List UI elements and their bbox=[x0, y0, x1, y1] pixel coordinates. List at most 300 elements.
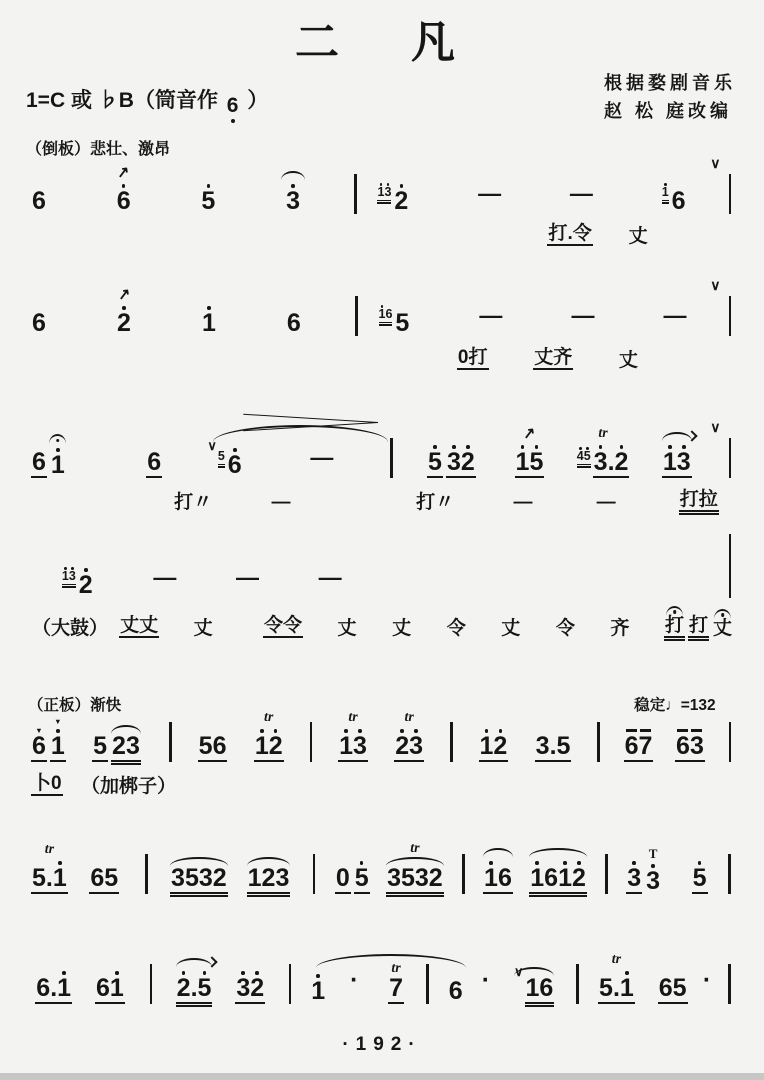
barline bbox=[310, 722, 313, 762]
note-digits bbox=[116, 303, 132, 336]
barline bbox=[605, 854, 608, 894]
notation-char bbox=[46, 858, 53, 891]
note bbox=[483, 858, 513, 894]
note bbox=[50, 716, 66, 762]
char-glyph: 3 bbox=[414, 864, 429, 893]
trill-icon: tr bbox=[391, 961, 401, 977]
notation-char bbox=[117, 181, 131, 214]
slide-up-icon: ↗ bbox=[522, 424, 537, 444]
note-digits bbox=[27, 699, 122, 714]
breath-mark-icon: ∨ bbox=[207, 438, 217, 453]
note bbox=[31, 448, 47, 478]
char-glyph: 5 bbox=[395, 309, 410, 338]
barline bbox=[150, 964, 153, 1004]
note-digits bbox=[286, 309, 302, 338]
slur-arc-icon bbox=[170, 857, 228, 866]
char-glyph: （ bbox=[28, 697, 44, 715]
trill-icon: tr bbox=[598, 426, 608, 442]
note bbox=[535, 732, 572, 762]
char-glyph: 3 bbox=[387, 864, 401, 893]
ornament-stack bbox=[394, 711, 424, 725]
char-glyph: 2 bbox=[176, 974, 191, 1003]
notation-char bbox=[350, 966, 359, 995]
spacer bbox=[232, 716, 248, 762]
spacer bbox=[559, 958, 569, 1004]
spacer bbox=[73, 848, 85, 894]
char-glyph: 令 bbox=[282, 614, 302, 636]
note-digits bbox=[415, 491, 455, 513]
ornament-stack bbox=[170, 857, 228, 866]
spacer bbox=[576, 716, 590, 762]
char-glyph: 6 bbox=[671, 187, 686, 216]
char-glyph: 令 bbox=[263, 614, 283, 636]
note bbox=[116, 285, 132, 338]
note bbox=[254, 710, 284, 762]
spacer bbox=[718, 694, 738, 714]
char-glyph: 6 bbox=[544, 864, 559, 893]
note-digits bbox=[119, 614, 159, 638]
spacer bbox=[634, 432, 656, 478]
notation-char bbox=[286, 181, 300, 214]
melody-line-5 bbox=[26, 710, 738, 762]
note-digits bbox=[92, 732, 108, 762]
spacer bbox=[539, 482, 591, 512]
notation-char bbox=[448, 977, 463, 1006]
char-glyph: 6 bbox=[448, 977, 463, 1006]
spacer bbox=[581, 608, 605, 638]
notation-char bbox=[535, 732, 550, 761]
credit-source: 根据婺剧音乐 bbox=[604, 73, 736, 93]
grace-notes bbox=[577, 445, 591, 465]
notation-char bbox=[676, 726, 690, 759]
char-glyph: 3 bbox=[353, 732, 367, 761]
note bbox=[479, 726, 509, 762]
char-glyph: 5 bbox=[217, 449, 225, 464]
spacer bbox=[635, 608, 659, 638]
note-digits bbox=[31, 309, 47, 338]
notation-char bbox=[44, 699, 60, 714]
notation-char bbox=[662, 181, 669, 199]
section-label-daoban: （倒板）悲壮、激昂 bbox=[26, 141, 171, 158]
char-glyph: 6 bbox=[90, 864, 105, 893]
lyric-syllable bbox=[263, 614, 303, 638]
notation-char bbox=[174, 491, 194, 513]
note-digits bbox=[513, 491, 534, 513]
notation-char bbox=[193, 617, 213, 639]
barline bbox=[728, 854, 731, 894]
char-glyph: （ bbox=[32, 617, 52, 639]
note-digits bbox=[146, 448, 162, 478]
barline bbox=[169, 722, 172, 762]
note-digits bbox=[525, 974, 555, 1004]
slur-arc-icon bbox=[483, 848, 513, 857]
notation-char bbox=[650, 699, 666, 714]
ornament-stack bbox=[50, 718, 66, 726]
notation-char bbox=[51, 445, 65, 478]
note-digits bbox=[481, 966, 491, 995]
note bbox=[170, 864, 228, 894]
melody-line-1 bbox=[26, 155, 738, 216]
spacer bbox=[155, 848, 165, 894]
notation-char bbox=[572, 222, 592, 244]
slur-arc-icon bbox=[529, 848, 587, 857]
note-digits bbox=[50, 445, 66, 478]
char-glyph: 3 bbox=[68, 569, 76, 584]
note bbox=[31, 187, 47, 216]
downbow-icon: ▼ bbox=[35, 725, 43, 735]
char-glyph: 打 bbox=[665, 614, 685, 636]
char-glyph: 5 bbox=[583, 449, 591, 464]
char-glyph: 1 bbox=[61, 569, 69, 584]
notation-char bbox=[556, 732, 571, 761]
lyric-syllable bbox=[415, 491, 455, 513]
char-glyph: 7 bbox=[638, 732, 653, 761]
char-glyph: 2 bbox=[261, 864, 276, 893]
spacer bbox=[506, 168, 565, 214]
note-digits bbox=[633, 699, 716, 714]
spacer bbox=[307, 290, 348, 336]
char-glyph: 2 bbox=[212, 864, 227, 893]
notation-char bbox=[690, 699, 699, 714]
barline bbox=[355, 296, 358, 336]
notation-char bbox=[177, 968, 191, 1001]
lyric-syllable bbox=[712, 617, 733, 639]
char-glyph: . bbox=[607, 448, 615, 477]
notation-char bbox=[493, 726, 507, 759]
spacer bbox=[319, 716, 333, 762]
note-digits bbox=[500, 617, 521, 639]
note-digits bbox=[80, 775, 177, 797]
barline bbox=[728, 964, 731, 1004]
spacer bbox=[26, 552, 57, 598]
notation-char bbox=[90, 699, 106, 714]
note-digits bbox=[483, 858, 513, 894]
note-digits bbox=[193, 617, 214, 639]
notation-char bbox=[271, 491, 291, 513]
char-glyph: 3 bbox=[627, 864, 642, 893]
trill-icon: tr bbox=[348, 710, 358, 726]
char-glyph: 5 bbox=[556, 732, 571, 761]
note bbox=[624, 726, 654, 762]
hairpin-icon bbox=[243, 416, 378, 428]
notation-char bbox=[62, 565, 69, 583]
note-digits bbox=[111, 732, 141, 762]
ornament-stack bbox=[31, 727, 47, 735]
notation-char bbox=[394, 181, 408, 214]
notation-char bbox=[395, 309, 410, 338]
note bbox=[89, 864, 119, 894]
notation-char bbox=[198, 968, 212, 1001]
note bbox=[662, 442, 692, 478]
note-digits bbox=[95, 968, 125, 1004]
credit-arranger: 赵 松 庭改编 bbox=[604, 100, 733, 121]
ornament-stack bbox=[529, 848, 587, 857]
char-glyph: 快 bbox=[105, 697, 122, 715]
notation-char bbox=[428, 864, 443, 893]
notation-char bbox=[198, 864, 213, 893]
notation-char bbox=[620, 968, 634, 1001]
note-digits bbox=[609, 617, 630, 639]
spacer bbox=[692, 168, 707, 214]
notation-char bbox=[339, 726, 353, 759]
notation-char bbox=[228, 445, 242, 478]
char-glyph: 令 bbox=[555, 617, 575, 639]
note-digits bbox=[335, 864, 351, 894]
notation-char bbox=[447, 442, 461, 475]
slur-arc-icon bbox=[514, 967, 554, 976]
notation-char bbox=[247, 864, 262, 893]
notation-char bbox=[212, 864, 227, 893]
notation-char bbox=[468, 346, 488, 368]
char-glyph: 5 bbox=[599, 974, 613, 1003]
notation-char bbox=[201, 181, 215, 214]
note bbox=[338, 710, 368, 762]
notation-char bbox=[147, 448, 162, 477]
notation-char bbox=[282, 614, 302, 636]
char-glyph: 1 bbox=[558, 864, 572, 893]
char-glyph: 0 bbox=[335, 864, 350, 893]
notation-char bbox=[335, 864, 350, 893]
note-digits bbox=[624, 726, 654, 762]
note-digits bbox=[529, 858, 587, 894]
percussion-line-2 bbox=[26, 340, 738, 370]
spacer bbox=[717, 958, 721, 1004]
char-glyph: . bbox=[612, 974, 620, 1003]
spacer bbox=[469, 958, 476, 1004]
barline bbox=[597, 722, 600, 762]
key-signature-prefix: 1=C 或 ♭B（筒音作 bbox=[26, 89, 218, 112]
char-glyph: 3 bbox=[689, 732, 704, 761]
char-glyph: 1 bbox=[52, 864, 67, 893]
spacer bbox=[77, 958, 90, 1004]
char-glyph: 1 bbox=[662, 448, 677, 477]
spacer bbox=[400, 432, 422, 478]
notation-char bbox=[184, 864, 199, 893]
char-glyph: 1 bbox=[57, 974, 72, 1003]
char-glyph: 加 bbox=[100, 775, 120, 797]
melody-line-7 bbox=[26, 952, 738, 1006]
ornament-stack bbox=[338, 711, 368, 725]
spacer bbox=[308, 608, 332, 638]
spacer bbox=[494, 340, 529, 370]
notation-char bbox=[193, 491, 213, 513]
notation-char bbox=[698, 488, 718, 510]
char-glyph: 6 bbox=[227, 451, 242, 480]
spacer bbox=[159, 958, 170, 1004]
spacer bbox=[622, 482, 674, 512]
char-glyph: 丈 bbox=[337, 617, 357, 639]
fermata-icon bbox=[714, 609, 731, 619]
notation-char bbox=[529, 442, 543, 475]
note-digits bbox=[427, 442, 443, 478]
note bbox=[200, 181, 216, 214]
barline bbox=[450, 722, 453, 762]
char-glyph: . bbox=[190, 974, 198, 1003]
note bbox=[92, 732, 108, 762]
notation-char bbox=[59, 699, 75, 714]
notation-char bbox=[120, 614, 140, 636]
notation-char bbox=[36, 968, 50, 1001]
barline bbox=[289, 964, 292, 1004]
notation-char bbox=[32, 772, 52, 794]
spacer bbox=[697, 432, 707, 478]
note-digits bbox=[35, 968, 72, 1004]
note-digits bbox=[679, 488, 719, 512]
slur-arrow-icon bbox=[662, 432, 692, 441]
barline bbox=[313, 854, 316, 894]
note-digits bbox=[675, 726, 705, 762]
note-digits bbox=[170, 864, 228, 894]
spacer bbox=[181, 552, 231, 598]
note-digits bbox=[626, 858, 642, 894]
char-glyph: 丈 bbox=[139, 614, 159, 636]
note bbox=[335, 864, 351, 894]
char-glyph: 梆 bbox=[119, 775, 139, 797]
char-glyph: 2 bbox=[493, 732, 508, 761]
spacer bbox=[615, 848, 621, 894]
char-glyph: 渐 bbox=[90, 697, 106, 715]
note bbox=[95, 968, 125, 1004]
rest-dash: — bbox=[235, 564, 259, 590]
note bbox=[394, 710, 424, 762]
char-glyph: 打 bbox=[174, 491, 194, 513]
notation-char bbox=[212, 732, 227, 761]
notation-char bbox=[613, 968, 620, 1001]
note bbox=[515, 424, 545, 478]
note bbox=[529, 858, 587, 894]
ornament-stack bbox=[176, 958, 213, 967]
notation-char bbox=[530, 858, 544, 891]
note bbox=[386, 841, 444, 894]
spacer bbox=[295, 848, 305, 894]
breath-mark-icon: ∨ bbox=[710, 155, 721, 171]
note-digits bbox=[448, 977, 464, 1006]
notation-char bbox=[615, 442, 629, 475]
notation-char bbox=[202, 303, 216, 336]
notation-char bbox=[646, 861, 660, 894]
char-glyph: 5 bbox=[184, 864, 199, 893]
spacer bbox=[146, 716, 162, 762]
notation-char bbox=[689, 614, 709, 636]
note bbox=[692, 858, 708, 894]
notation-char bbox=[534, 346, 554, 368]
note-digits bbox=[310, 971, 326, 1004]
note-digits bbox=[116, 181, 132, 214]
note-digits bbox=[596, 491, 617, 513]
note bbox=[111, 732, 141, 762]
char-glyph: 5 bbox=[93, 732, 108, 761]
char-glyph: 6 bbox=[32, 732, 46, 761]
ornament-stack bbox=[116, 285, 132, 305]
note-digits bbox=[388, 974, 404, 1004]
spacer bbox=[415, 290, 474, 336]
barline bbox=[729, 534, 732, 598]
note-digits bbox=[386, 864, 444, 894]
note-digits bbox=[393, 181, 409, 214]
char-glyph: 1 bbox=[201, 309, 216, 338]
char-glyph: = bbox=[680, 697, 690, 715]
spacer bbox=[26, 482, 168, 512]
notation-char bbox=[286, 309, 301, 338]
notation-char bbox=[513, 491, 533, 513]
notation-char bbox=[119, 775, 139, 797]
spacer bbox=[26, 340, 452, 370]
lyric-syllable bbox=[628, 225, 649, 247]
spacer bbox=[124, 848, 138, 894]
notation-char bbox=[625, 726, 639, 759]
char-glyph: ） bbox=[157, 775, 177, 797]
trill-icon: tr bbox=[410, 841, 420, 857]
percussion-line-3 bbox=[26, 482, 738, 512]
note-digits bbox=[254, 726, 284, 762]
notation-char bbox=[379, 303, 386, 321]
char-glyph: 6 bbox=[36, 974, 51, 1003]
note-digits bbox=[50, 726, 66, 762]
page-title: 二 凡 bbox=[295, 18, 469, 67]
spacer bbox=[296, 482, 410, 512]
notation-char bbox=[572, 858, 586, 891]
char-glyph: . bbox=[549, 732, 557, 761]
barline bbox=[145, 854, 148, 894]
note-digits bbox=[394, 726, 424, 762]
char-glyph: 1 bbox=[525, 974, 540, 1003]
barline bbox=[426, 964, 429, 1004]
char-glyph: 7 bbox=[389, 974, 403, 1003]
char-glyph: 打 bbox=[689, 614, 709, 636]
note-digits bbox=[201, 303, 217, 336]
notation-char bbox=[690, 726, 704, 759]
char-glyph: 齐 bbox=[610, 617, 630, 639]
spacer bbox=[693, 958, 697, 1004]
spacer bbox=[130, 958, 143, 1004]
note bbox=[207, 438, 242, 480]
notation-char bbox=[428, 442, 442, 475]
note-digits bbox=[547, 222, 592, 246]
ornament-stack bbox=[254, 711, 284, 725]
char-glyph: . bbox=[45, 864, 53, 893]
spacer bbox=[179, 716, 193, 762]
note-digits bbox=[658, 974, 688, 1004]
note-digits bbox=[31, 617, 109, 639]
barline bbox=[576, 964, 579, 1004]
spacer bbox=[219, 608, 258, 638]
breath-mark-icon: ∨ bbox=[710, 277, 721, 293]
note bbox=[201, 303, 217, 336]
notation-char bbox=[702, 966, 712, 995]
char-glyph: 板 bbox=[59, 697, 75, 715]
percussion-line-1 bbox=[26, 216, 738, 246]
char-glyph: 3 bbox=[384, 185, 392, 200]
spacer bbox=[607, 716, 619, 762]
char-glyph: 6 bbox=[32, 309, 46, 338]
char-glyph: 丈 bbox=[120, 614, 140, 636]
char-glyph: 打 bbox=[416, 491, 436, 513]
lyric-syllable bbox=[446, 617, 467, 639]
notation-char bbox=[553, 346, 573, 368]
spacer bbox=[599, 290, 658, 336]
note-digits bbox=[31, 772, 63, 796]
grace-notes bbox=[377, 181, 391, 201]
char-glyph: ♩ bbox=[665, 697, 681, 715]
tempo-labels bbox=[26, 694, 738, 714]
notation-char bbox=[634, 699, 650, 714]
notation-char bbox=[138, 775, 158, 797]
note bbox=[62, 565, 94, 598]
note-digits bbox=[200, 181, 216, 214]
melody-line-3 bbox=[26, 419, 738, 480]
slide-up-icon: ↗ bbox=[116, 285, 132, 305]
notation-char bbox=[461, 442, 475, 475]
